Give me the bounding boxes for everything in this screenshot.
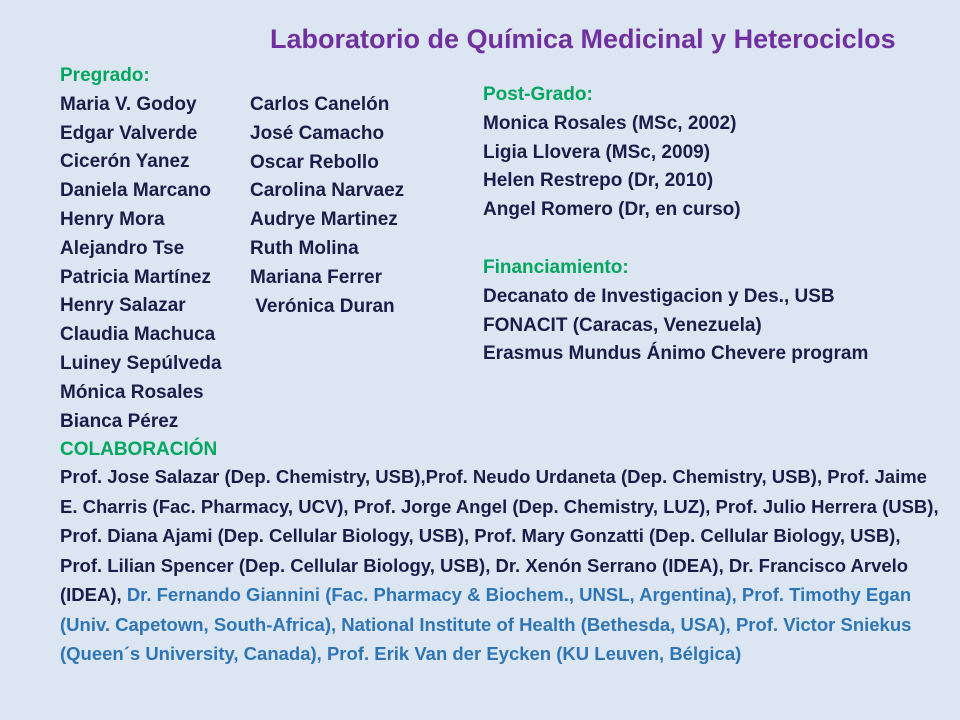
pregrado-name: Luiney Sepúlveda [60, 352, 222, 374]
pregrado-heading: Pregrado: [60, 65, 150, 86]
colaboracion-paragraph [60, 462, 940, 669]
pregrado-name: Bianca Pérez [60, 410, 179, 432]
pregrado-name: Henry Mora [60, 208, 165, 230]
pregrado-column-1 [60, 62, 222, 465]
pregrado-name: Audrye Martinez [250, 209, 398, 231]
right-column [483, 81, 868, 369]
financiamiento-item: Erasmus Mundus Ánimo Chevere program [483, 343, 869, 365]
postgrado-item: Angel Romero (Dr, en curso) [483, 199, 741, 221]
postgrado-item: Ligia Llovera (MSc, 2009) [483, 141, 711, 163]
pregrado-name: Oscar Rebollo [250, 151, 379, 173]
pregrado-name: Cicerón Yanez [60, 151, 190, 173]
postgrado-heading: Post-Grado: [483, 84, 593, 105]
pregrado-column-2 [250, 91, 404, 321]
colaboracion-text-international: Dr. Fernando Giannini (Fac. Pharmacy & Biochem., UNSL, Argentina), Prof. Timothy Egan (Univ. Capetown, South-Africa), National Institute of Health (Bethesda, USA), Prof. Victor Sniekus (Queen´s University, Canada), Prof. Erik Van der Eycken (KU Leuven, Bélgica) [60, 584, 912, 664]
postgrado-item: Monica Rosales (MSc, 2002) [483, 112, 737, 134]
colaboracion-heading: COLABORACIÓN [60, 439, 218, 461]
pregrado-name: Claudia Machuca [60, 324, 216, 346]
pregrado-name: Mónica Rosales [60, 381, 204, 403]
pregrado-name: Maria V. Godoy [60, 93, 197, 115]
pregrado-name: Daniela Marcano [60, 180, 211, 202]
spacer [483, 225, 868, 254]
pregrado-name: Mariana Ferrer [250, 266, 383, 288]
pregrado-name: Edgar Valverde [60, 122, 198, 144]
slide-title: Laboratorio de Química Medicinal y Heterociclos [270, 24, 896, 54]
financiamiento-item: Decanato de Investigacion y Des., USB [483, 285, 835, 307]
pregrado-name: Carolina Narvaez [250, 180, 405, 202]
colaboracion-text-venezuela: Prof. Jose Salazar (Dep. Chemistry, USB),Prof. Neudo Urdaneta (Dep. Chemistry, USB), Prof. Jaime E. Charris (Fac. Pharmacy, UCV), Prof. Jorge Angel (Dep. Chemistry, LUZ), Prof. Julio Herrera (USB), Prof. Diana Ajami (Dep. Cellular Biology, USB), Prof. Mary Gonzatti (Dep. Cellular Biology, USB), Prof. Lilian Spencer (Dep. Cellular Biology, USB), Dr. Xenón Serrano (IDEA), Dr. Francisco Arvelo (IDEA), [60, 466, 939, 605]
pregrado-name: José Camacho [250, 122, 385, 144]
pregrado-name: Ruth Molina [250, 237, 359, 259]
pregrado-name: Patricia Martínez [60, 266, 211, 288]
postgrado-item: Helen Restrepo (Dr, 2010) [483, 170, 714, 192]
financiamiento-item: FONACIT (Caracas, Venezuela) [483, 314, 762, 336]
pregrado-name: Verónica Duran [250, 295, 395, 317]
pregrado-name: Alejandro Tse [60, 237, 185, 259]
financiamiento-heading: Financiamiento: [483, 256, 629, 278]
pregrado-name: Carlos Canelón [250, 94, 390, 115]
pregrado-name: Henry Salazar [60, 295, 186, 317]
